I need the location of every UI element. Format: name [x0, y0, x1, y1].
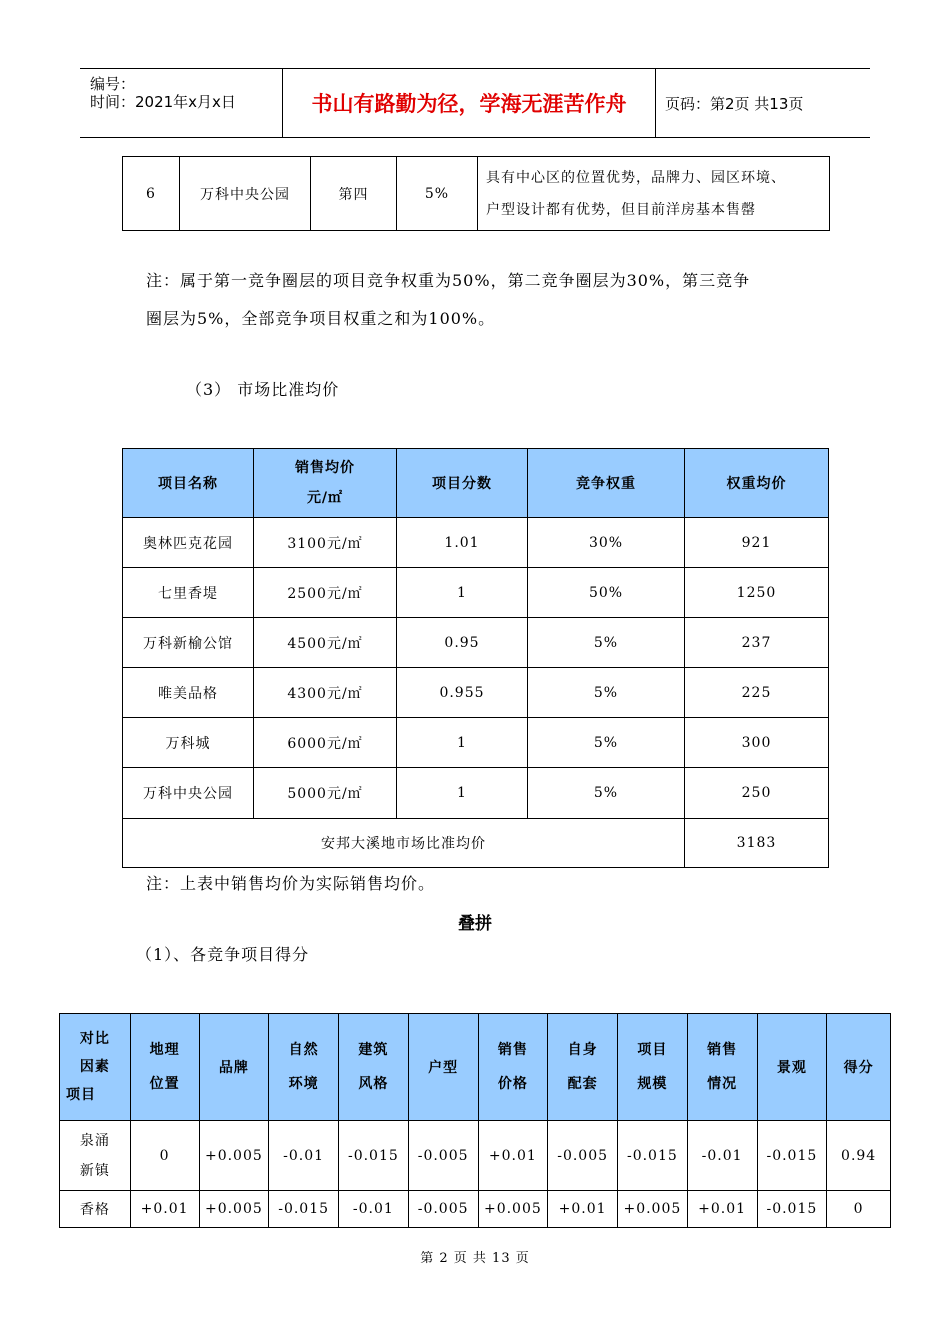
header-environment — [269, 1014, 339, 1121]
project-name: 奥林匹克花园 — [123, 518, 254, 568]
table-row — [123, 618, 829, 668]
header-line: 销售 — [707, 1042, 738, 1058]
project-name-line: 新镇 — [79, 1162, 110, 1179]
competition-weight: 5% — [528, 768, 685, 819]
header-scale — [618, 1014, 688, 1121]
sales-price: 3100元/㎡ — [254, 518, 397, 568]
header-factor — [60, 1014, 131, 1121]
project-name-line: 泉涌 — [79, 1132, 110, 1149]
competition-weight: 5% — [528, 668, 685, 718]
weight-note-line-1: 注：属于第一竞争圈层的项目竞争权重为50%，第二竞争圈层为30%，第三竞争 — [146, 271, 751, 290]
row-index: 6 — [123, 157, 180, 231]
header-factor-line: 项目 — [66, 1087, 96, 1103]
total-score: 0 — [827, 1191, 891, 1228]
project-score: 1 — [397, 568, 528, 618]
weighted-price: 225 — [685, 668, 829, 718]
header-line: 地理 — [149, 1042, 180, 1058]
sales-price: 2500元/㎡ — [254, 568, 397, 618]
header-line: 建筑 — [358, 1042, 389, 1058]
table-row — [60, 1191, 891, 1228]
project-name: 万科中央公园 — [123, 768, 254, 819]
competition-weight: 5% — [528, 618, 685, 668]
sales-price: 5000元/㎡ — [254, 768, 397, 819]
header-line: 价格 — [497, 1076, 528, 1092]
project-score: 1 — [397, 768, 528, 819]
section-title-market-price: （3） 市场比准均价 — [186, 380, 340, 399]
score-cell: -0.015 — [618, 1121, 688, 1191]
header-line: 情况 — [707, 1076, 738, 1092]
header-line: 自身 — [567, 1042, 598, 1058]
header-page-info: 页码：第2页 共13页 — [665, 94, 804, 113]
project-description — [478, 157, 830, 231]
score-cell: -0.005 — [548, 1121, 618, 1191]
header-sales-status — [687, 1014, 757, 1121]
description-line: 具有中心区的位置优势，品牌力、园区环境、 — [486, 169, 786, 186]
score-cell: -0.015 — [757, 1121, 827, 1191]
header-motto: 书山有路勤为径，学海无涯苦作舟 — [282, 69, 656, 137]
header-sales-price — [478, 1014, 548, 1121]
document-number-label: 编号： — [90, 75, 136, 93]
weighted-price: 300 — [685, 718, 829, 768]
table-row — [123, 518, 829, 568]
project-name: 万科中央公园 — [180, 157, 311, 231]
project-name — [60, 1121, 131, 1191]
competitor-weight-table — [122, 156, 830, 231]
weighted-price: 250 — [685, 768, 829, 819]
table-header-row — [123, 449, 829, 518]
total-score: 0.94 — [827, 1121, 891, 1191]
table-row — [123, 668, 829, 718]
score-cell: -0.015 — [269, 1191, 339, 1228]
header-location — [130, 1014, 199, 1121]
header-score: 得分 — [827, 1014, 891, 1121]
header-amenities — [548, 1014, 618, 1121]
score-cell: -0.01 — [687, 1121, 757, 1191]
header-sales-price-line: 销售均价 — [295, 460, 355, 476]
project-score: 0.95 — [397, 618, 528, 668]
project-name: 万科新榆公馆 — [123, 618, 254, 668]
document-date: 时间：2021年x月x日 — [90, 93, 236, 111]
table-total-row — [123, 819, 829, 868]
header-project-score: 项目分数 — [397, 449, 528, 518]
header-sales-price — [254, 449, 397, 518]
score-cell: +0.005 — [199, 1121, 269, 1191]
header-factor-line: 对比 — [79, 1031, 110, 1047]
table-header-row — [60, 1014, 891, 1121]
competition-tier: 第四 — [311, 157, 397, 231]
competition-weight: 30% — [528, 518, 685, 568]
score-cell: +0.005 — [199, 1191, 269, 1228]
section-heading-stacked-villa: 叠拼 — [458, 914, 492, 934]
header-sales-price-unit: 元/㎡ — [306, 490, 344, 506]
table-row — [123, 768, 829, 819]
project-name: 唯美品格 — [123, 668, 254, 718]
weighted-price: 921 — [685, 518, 829, 568]
table-row — [123, 157, 830, 231]
project-name: 香格 — [60, 1191, 131, 1228]
score-cell: +0.01 — [478, 1121, 548, 1191]
header-project-name: 项目名称 — [123, 449, 254, 518]
competition-weight: 5% — [397, 157, 478, 231]
table-row — [123, 568, 829, 618]
score-cell: -0.015 — [339, 1121, 409, 1191]
score-cell: -0.015 — [757, 1191, 827, 1228]
header-line: 风格 — [358, 1076, 389, 1092]
header-line: 项目 — [637, 1042, 668, 1058]
project-name: 万科城 — [123, 718, 254, 768]
header-line: 环境 — [288, 1076, 319, 1092]
header-line: 配套 — [567, 1076, 598, 1092]
score-cell: +0.01 — [687, 1191, 757, 1228]
score-cell: +0.01 — [130, 1191, 199, 1228]
header-competition-weight: 竞争权重 — [528, 449, 685, 518]
competition-weight: 50% — [528, 568, 685, 618]
project-name: 七里香堤 — [123, 568, 254, 618]
sales-price: 6000元/㎡ — [254, 718, 397, 768]
competition-weight: 5% — [528, 718, 685, 768]
header-factor-line: 因素 — [79, 1059, 110, 1075]
score-cell: +0.01 — [548, 1191, 618, 1228]
total-value: 3183 — [685, 819, 829, 868]
header-layout: 户型 — [408, 1014, 478, 1121]
sales-price: 4500元/㎡ — [254, 618, 397, 668]
description-line: 户型设计都有优势，但目前洋房基本售罄 — [486, 201, 756, 218]
score-cell: -0.005 — [408, 1191, 478, 1228]
header-line: 位置 — [149, 1076, 180, 1092]
header-landscape: 景观 — [757, 1014, 827, 1121]
score-cell: +0.005 — [478, 1191, 548, 1228]
header-brand: 品牌 — [199, 1014, 269, 1121]
section-title-project-scores: （1）、各竞争项目得分 — [136, 945, 310, 964]
score-cell: +0.005 — [618, 1191, 688, 1228]
table-row — [60, 1121, 891, 1191]
price-note: 注：上表中销售均价为实际销售均价。 — [146, 874, 436, 893]
market-price-table — [122, 448, 829, 868]
weighted-price: 237 — [685, 618, 829, 668]
table-row — [123, 718, 829, 768]
total-label: 安邦大溪地市场比准均价 — [123, 819, 685, 868]
header-line: 自然 — [288, 1042, 319, 1058]
page-footer: 第 2 页 共 13 页 — [420, 1251, 530, 1266]
project-score: 1 — [397, 718, 528, 768]
score-cell: 0 — [130, 1121, 199, 1191]
header-meta — [80, 69, 282, 137]
header-architecture — [339, 1014, 409, 1121]
header-line: 销售 — [497, 1042, 528, 1058]
page-header — [80, 68, 870, 138]
competitor-score-table — [59, 1013, 891, 1228]
score-cell: -0.01 — [339, 1191, 409, 1228]
weighted-price: 1250 — [685, 568, 829, 618]
header-line: 规模 — [637, 1076, 668, 1092]
header-weighted-price: 权重均价 — [685, 449, 829, 518]
score-cell: -0.01 — [269, 1121, 339, 1191]
project-score: 1.01 — [397, 518, 528, 568]
score-cell: -0.005 — [408, 1121, 478, 1191]
weight-note-line-2: 圈层为5%，全部竞争项目权重之和为100%。 — [146, 309, 496, 328]
project-score: 0.955 — [397, 668, 528, 718]
sales-price: 4300元/㎡ — [254, 668, 397, 718]
